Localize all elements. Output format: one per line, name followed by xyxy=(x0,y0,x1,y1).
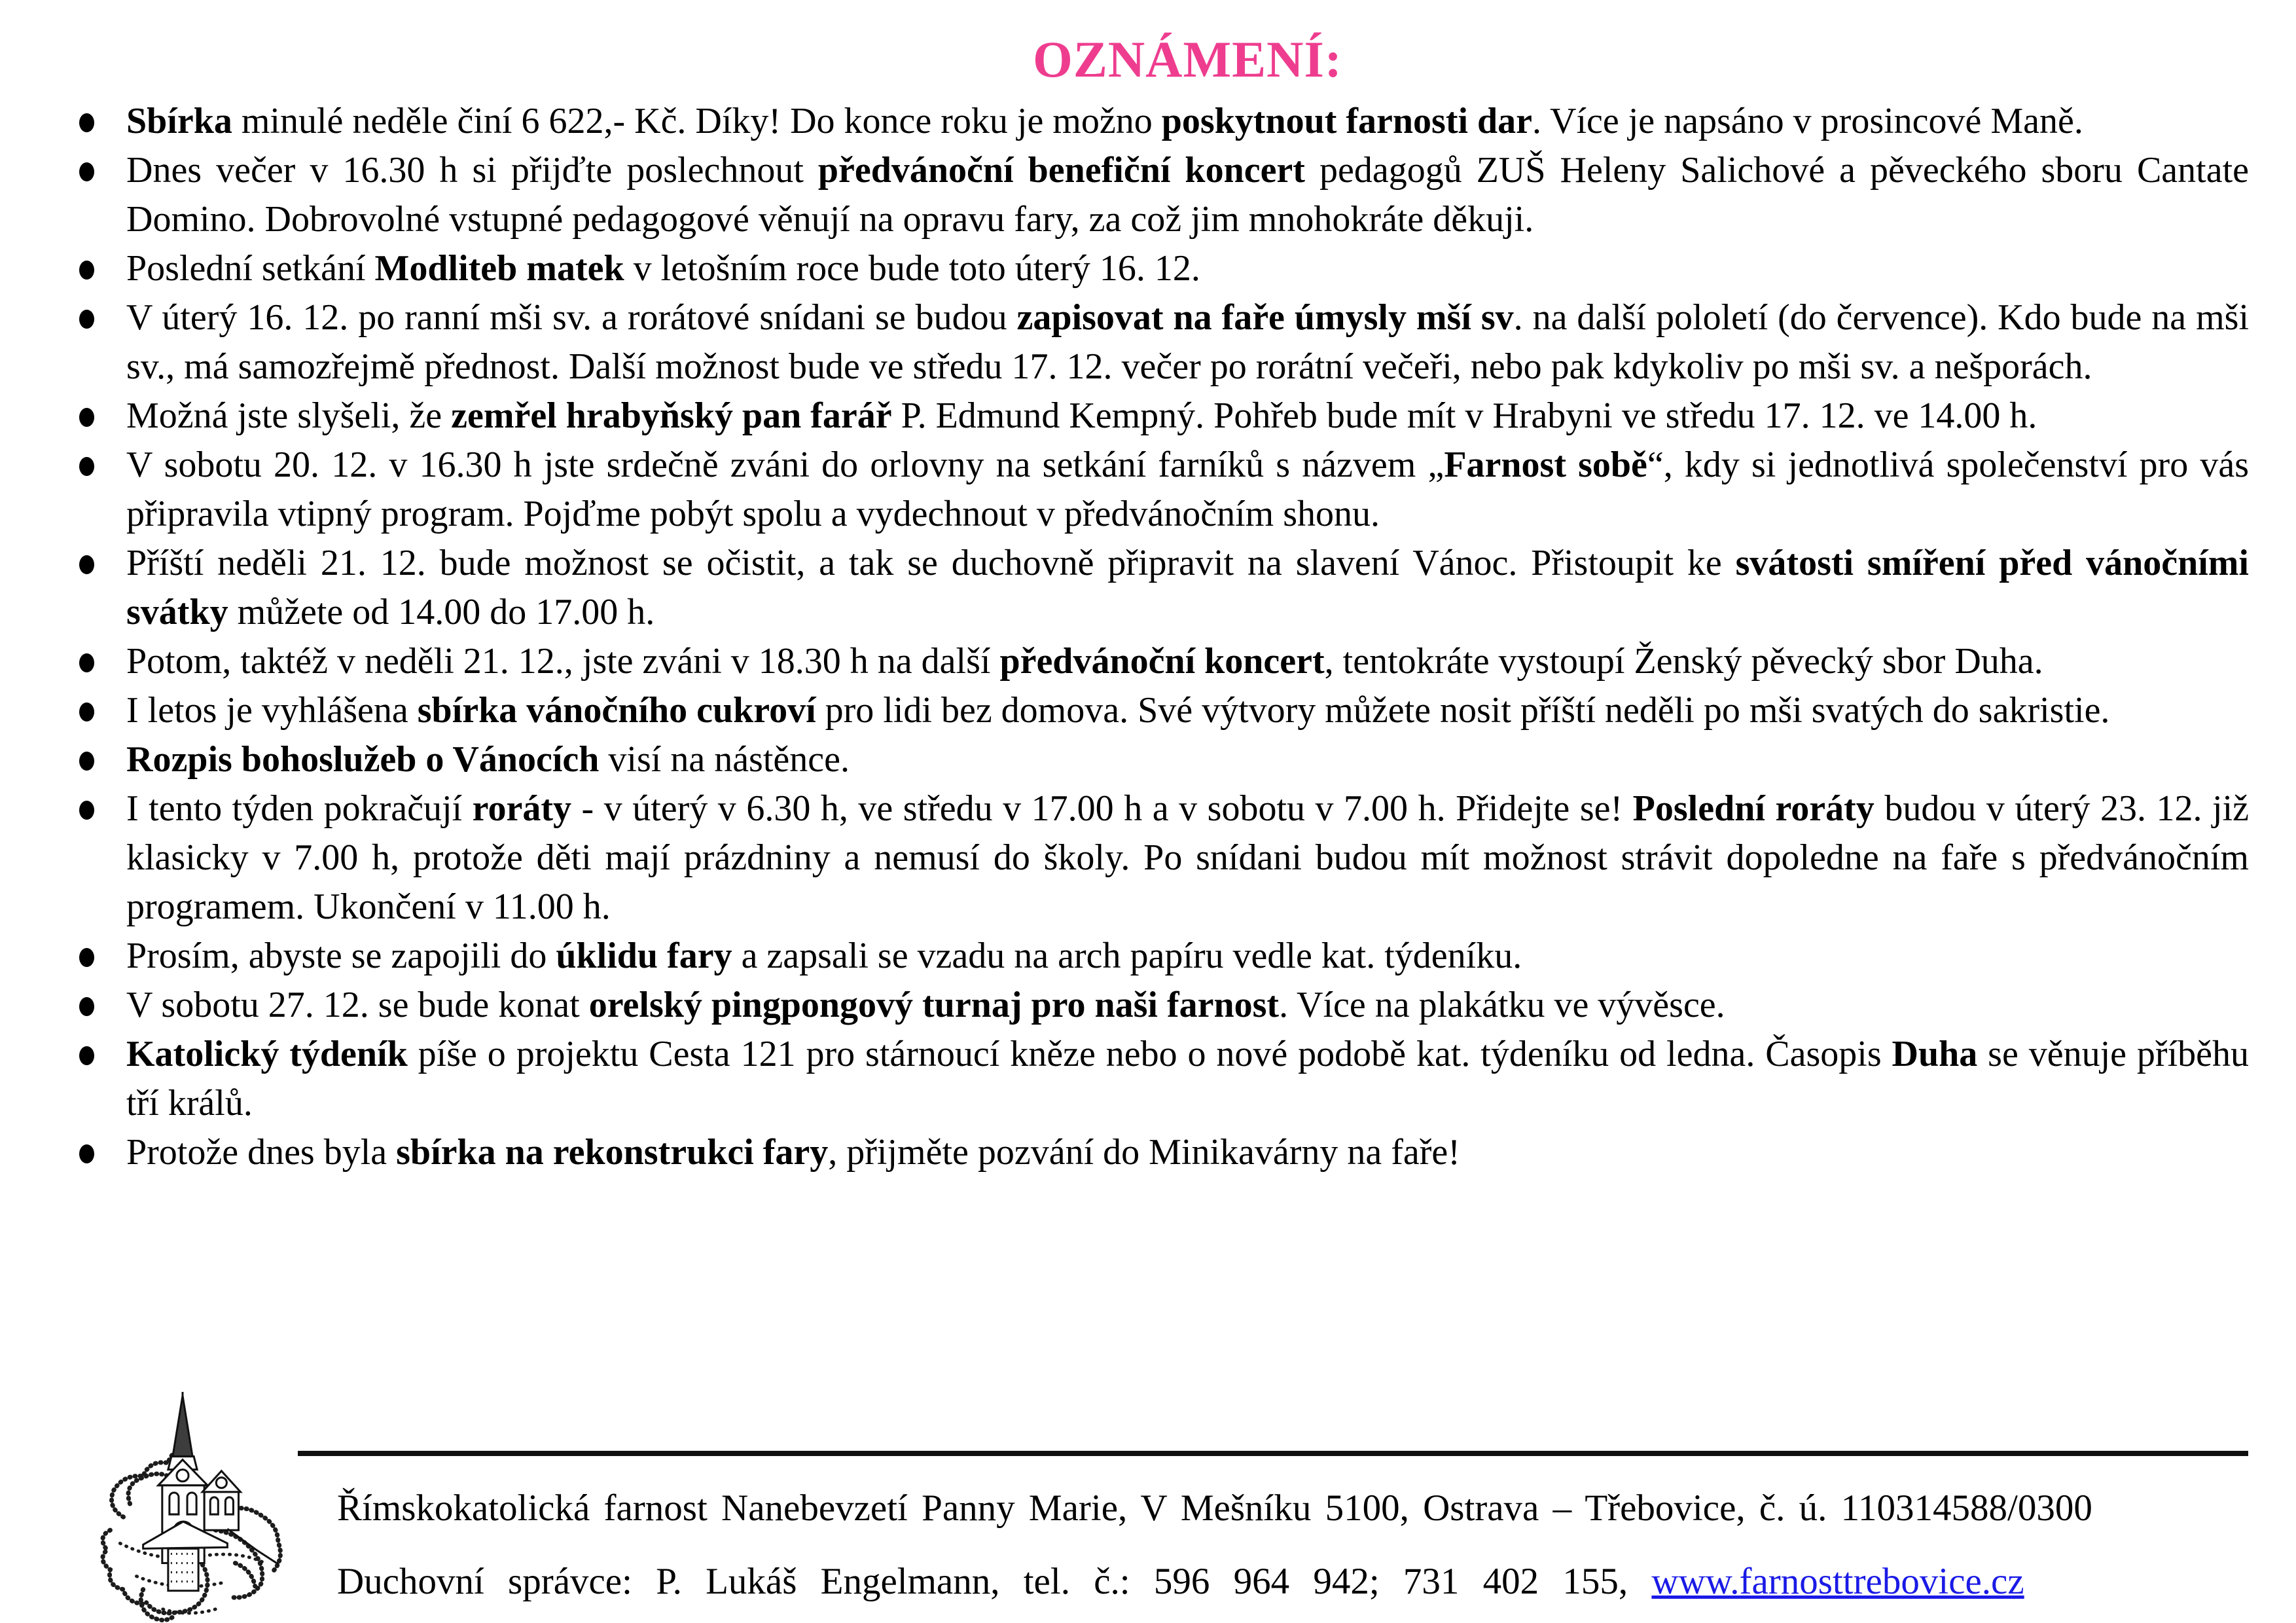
list-item: Poslední setkání Modliteb matek v letošním roce bude toto úterý 16. 12. xyxy=(126,244,2249,293)
list-item: Příští neděli 21. 12. bude možnost se očistit, a tak se duchovně připravit na slavení Vánoc. Přistoupit ke svátosti smíření před vánočními svátky můžete od 14.00 do 17.00 h. xyxy=(126,539,2249,637)
announcement-list xyxy=(126,97,2249,1177)
list-item: Protože dnes byla sbírka na rekonstrukci fary, přijměte pozvání do Minikavárny na faře! xyxy=(126,1128,2249,1177)
footer-contact-line xyxy=(337,1545,2251,1618)
list-item: Sbírka minulé neděle činí 6 622,- Kč. Díky! Do konce roku je možno poskytnout farnosti dar. Více je napsáno v prosincové Maně. xyxy=(126,97,2249,146)
church-illustration xyxy=(82,1392,283,1622)
list-item: I tento týden pokračují roráty - v úterý v 6.30 h, ve středu v 17.00 h a v sobotu v 7.00 h. Přidejte se! Poslední roráty budou v úterý 23. 12. již klasicky v 7.00 h, protože děti mají prázdniny a nemusí do školy. Po snídani budou mít možnost strávit dopoledne na faře s předvánočním programem. Ukončení v 11.00 h. xyxy=(126,784,2249,932)
list-item: V sobotu 27. 12. se bude konat orelský pingpongový turnaj pro naši farnost. Více na plakátku ve vývěsce. xyxy=(126,981,2249,1030)
footer-address-line: Římskokatolická farnost Nanebevzetí Panny Marie, V Mešníku 5100, Ostrava – Třebovice, č. ú. 110314588/0300 xyxy=(337,1487,2092,1529)
list-item: Prosím, abyste se zapojili do úklidu fary a zapsali se vzadu na arch papíru vedle kat. týdeníku. xyxy=(126,932,2249,981)
list-item: Katolický týdeník píše o projektu Cesta 121 pro stárnoucí kněze nebo o nové podobě kat. týdeníku od ledna. Časopis Duha se věnuje příběhu tří králů. xyxy=(126,1030,2249,1128)
footer xyxy=(337,1472,2251,1618)
announcement-section xyxy=(126,30,2249,1177)
list-item: Potom, taktéž v neděli 21. 12., jste zváni v 18.30 h na další předvánoční koncert, tentokráte vystoupí Ženský pěvecký sbor Duha. xyxy=(126,637,2249,686)
footer-contact-text: Duchovní správce: P. Lukáš Engelmann, tel. č.: 596 964 942; 731 402 155, xyxy=(337,1561,1652,1602)
list-item: Rozpis bohoslužeb o Vánocích visí na nástěnce. xyxy=(126,735,2249,784)
parish-website-link[interactable]: www.farnosttrebovice.cz xyxy=(1651,1561,2024,1602)
list-item: V úterý 16. 12. po ranní mši sv. a rorátové snídani se budou zapisovat na faře úmysly mší sv. na další pololetí (do července). Kdo bude na mši sv., má samozřejmě přednost. Další možnost bude ve středu 17. 12. večer po rorátní večeři, nebo pak kdykoliv po mši sv. a nešporách. xyxy=(126,293,2249,392)
list-item: I letos je vyhlášena sbírka vánočního cukroví pro lidi bez domova. Své výtvory můžete nosit příští neděli po mši svatých do sakristie. xyxy=(126,686,2249,735)
list-item: V sobotu 20. 12. v 16.30 h jste srdečně zváni do orlovny na setkání farníků s názvem „Farnost sobě“, kdy si jednotlivá společenství pro vás připravila vtipný program. Pojďme pobýt spolu a vydechnout v předvánočním shonu. xyxy=(126,441,2249,539)
footer-divider xyxy=(298,1451,2248,1456)
list-item: Možná jste slyšeli, že zemřel hrabyňský pan farář P. Edmund Kempný. Pohřeb bude mít v Hrabyni ve středu 17. 12. ve 14.00 h. xyxy=(126,392,2249,441)
page-title: OZNÁMENÍ: xyxy=(1033,31,1342,88)
list-item: Dnes večer v 16.30 h si přijďte poslechnout předvánoční benefiční koncert pedagogů ZUŠ Heleny Salichové a pěveckého sboru Cantate Domino. Dobrovolné vstupné pedagogové věnují na opravu fary, za což jim mnohokráte děkuji. xyxy=(126,146,2249,244)
